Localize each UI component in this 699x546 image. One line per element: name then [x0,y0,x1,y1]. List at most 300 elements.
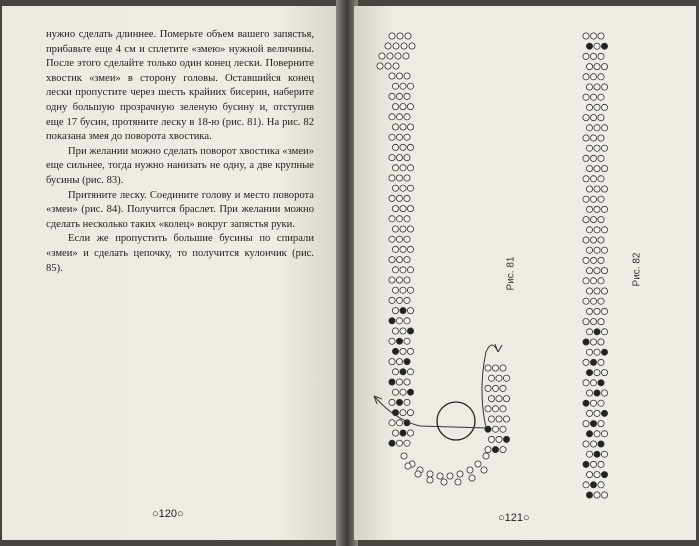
bead-icon [389,359,395,365]
bead-icon [594,104,600,110]
bead-icon [601,308,607,314]
bead-icon [401,453,407,459]
bead-icon [407,246,413,252]
bead-icon [389,420,395,426]
bead-icon [401,43,407,49]
bead-icon [396,134,402,140]
bead-icon [590,196,596,202]
page-ornament-icon: ○ [177,508,184,520]
bead-icon [598,94,604,100]
bead-icon [379,53,385,59]
bead-icon [392,144,398,150]
bead-icon [404,155,410,161]
bead-icon [392,104,398,110]
bead-icon [396,399,402,405]
bead-icon [396,440,402,446]
bead-icon [583,461,589,467]
bead-icon [404,277,410,283]
bead-icon [594,431,600,437]
bead-icon [389,195,395,201]
bead-icon [400,144,406,150]
bead-icon [404,114,410,120]
bead-icon [389,33,395,39]
bead-icon [404,175,410,181]
bead-icon [400,226,406,232]
bead-icon [409,43,415,49]
bead-icon [586,308,592,314]
bead-icon [583,482,589,488]
bead-icon [594,145,600,151]
bead-icon [583,135,589,141]
bead-icon [396,338,402,344]
bead-icon [427,471,433,477]
bead-icon [377,63,383,69]
bead-icon [601,431,607,437]
bead-icon [407,124,413,130]
bead-icon [396,297,402,303]
bead-icon [496,375,502,381]
bead-icon [396,93,402,99]
paragraph-3: Притяните леску. Соедините голову и место поворота «змеи» (рис. 84). Получится браслет. При желании можно сделать несколько таких «колец» вокруг запястья руки. [46,189,314,230]
bead-icon [407,185,413,191]
bead-icon [437,473,443,479]
bead-icon [404,338,410,344]
bead-icon [396,277,402,283]
bead-icon [598,380,604,386]
bead-icon [407,369,413,375]
bead-icon [404,379,410,385]
bead-icon [403,53,409,59]
bead-icon [500,365,506,371]
bead-icon [396,379,402,385]
bead-icon [405,33,411,39]
paragraph-2: При желании можно сделать поворот хвостика «змеи» еще сильнее, тогда нужно нанизать не одну, а две крупные бусины (рис. 83). [46,145,314,186]
page-ornament-icon: ○ [152,508,159,520]
bead-icon [583,441,589,447]
bead-icon [503,396,509,402]
bead-icon [485,406,491,412]
bead-icon [601,451,607,457]
bead-icon [598,319,604,325]
bead-icon [590,115,596,121]
figure-82-bead-diagram [583,33,608,498]
bead-icon [590,155,596,161]
bead-icon [396,257,402,263]
bead-icon [598,298,604,304]
bead-icon [396,236,402,242]
bead-icon [407,328,413,334]
bead-icon [496,396,502,402]
bead-icon [407,83,413,89]
bead-icon [400,308,406,314]
bead-icon [400,328,406,334]
bead-icon [447,473,453,479]
bead-icon [583,319,589,325]
bead-icon [594,370,600,376]
bead-icon [601,227,607,233]
bead-icon [590,339,596,345]
bead-icon [583,298,589,304]
bead-icon [594,43,600,49]
bead-icon [407,267,413,273]
bead-icon [404,440,410,446]
bead-icon [583,339,589,345]
bead-icon [405,463,411,469]
bead-icon [404,73,410,79]
left-page-number: ○120○ [152,508,184,520]
bead-icon [392,165,398,171]
bead-icon [389,134,395,140]
bead-icon [400,348,406,354]
bead-icon [583,237,589,243]
bead-icon [467,467,473,473]
bead-icon [583,359,589,365]
bead-icon [485,365,491,371]
bead-icon [389,216,395,222]
bead-icon [590,298,596,304]
bead-icon [586,431,592,437]
bead-icon [598,115,604,121]
bead-icon [594,451,600,457]
bead-icon [483,453,489,459]
bead-icon [583,155,589,161]
bead-icon [389,175,395,181]
bead-icon [594,84,600,90]
bead-icon [583,380,589,386]
bead-icon [586,247,592,253]
bead-icon [590,53,596,59]
bead-icon [481,467,487,473]
bead-icon [594,268,600,274]
bead-icon [601,84,607,90]
bead-icon [590,400,596,406]
bead-icon [583,176,589,182]
bead-icon [590,441,596,447]
bead-icon [492,447,498,453]
bead-icon [586,370,592,376]
bead-icon [404,359,410,365]
bead-icon [485,447,491,453]
bead-icon [594,410,600,416]
bead-icon [400,369,406,375]
bead-icon [488,375,494,381]
bead-icon [590,482,596,488]
bead-icon [590,278,596,284]
bead-icon [392,328,398,334]
bead-icon [404,195,410,201]
bead-icon [586,288,592,294]
bead-icon [598,278,604,284]
bead-icon [503,375,509,381]
bead-icon [590,359,596,365]
bead-icon [389,379,395,385]
bead-icon [594,206,600,212]
bead-icon [389,277,395,283]
bead-icon [601,125,607,131]
bead-icon [590,74,596,80]
bead-icon [392,226,398,232]
bead-icon [488,416,494,422]
bead-icon [586,268,592,274]
bead-icon [586,451,592,457]
bead-icon [594,186,600,192]
bead-icon [586,166,592,172]
bead-icon [598,400,604,406]
bead-icon [500,385,506,391]
bead-icon [488,436,494,442]
bead-icon [396,318,402,324]
bead-icon [389,338,395,344]
bead-icon [400,430,406,436]
bead-icon [396,216,402,222]
bead-icon [400,124,406,130]
bead-icon [598,339,604,345]
bead-icon [586,145,592,151]
bead-icon [598,421,604,427]
bead-icon [392,389,398,395]
bead-icon [400,246,406,252]
bead-icon [496,436,502,442]
bead-icon [389,257,395,263]
bead-icon [583,400,589,406]
bead-icon [407,410,413,416]
bead-icon [601,43,607,49]
bead-icon [392,430,398,436]
bead-icon [586,206,592,212]
bead-icon [400,287,406,293]
bead-icon [601,492,607,498]
page-ornament-icon: ○ [523,512,530,524]
bead-icon [583,74,589,80]
bead-icon [586,329,592,335]
bead-icon [586,227,592,233]
bead-icon [392,348,398,354]
bead-icon [404,236,410,242]
bead-icon [601,104,607,110]
bead-icon [396,73,402,79]
large-bead-icon [437,402,475,440]
bead-icon [594,125,600,131]
bead-icon [598,176,604,182]
bead-icon [601,206,607,212]
bead-icon [601,410,607,416]
bead-icon [441,479,447,485]
bead-icon [594,166,600,172]
bead-icon [598,196,604,202]
bead-icon [598,155,604,161]
bead-icon [598,74,604,80]
bead-icon [594,390,600,396]
bead-icon [469,475,475,481]
bead-icon [496,416,502,422]
bead-icon [601,390,607,396]
bead-icon [404,257,410,263]
bead-icon [590,33,596,39]
bead-icon [407,144,413,150]
bead-icon [492,406,498,412]
bead-icon [457,471,463,477]
figure-82-label: Рис. 82 [631,252,643,287]
bead-icon [400,104,406,110]
bead-icon [598,33,604,39]
bead-icon [389,318,395,324]
bead-icon [396,175,402,181]
bead-icon [586,186,592,192]
bead-icon [598,482,604,488]
bead-icon [389,155,395,161]
bead-icon [598,237,604,243]
bead-icon [586,64,592,70]
bead-icon [389,440,395,446]
bead-icon [389,297,395,303]
bead-icon [392,206,398,212]
bead-icon [590,380,596,386]
bead-icon [400,83,406,89]
bead-icon [594,492,600,498]
bead-icon [601,329,607,335]
arrow-head-icon [495,344,502,352]
bead-icon [503,416,509,422]
bead-icon [392,308,398,314]
bead-icon [488,396,494,402]
bead-icon [594,227,600,233]
bead-icon [492,385,498,391]
bead-icon [407,226,413,232]
bead-icon [415,471,421,477]
bead-icon [590,94,596,100]
bead-icon [598,461,604,467]
bead-icon [407,389,413,395]
figure-81-bead-diagram [377,33,510,485]
bead-icon [586,349,592,355]
bead-icon [404,93,410,99]
bead-icon [392,185,398,191]
bead-icon [392,369,398,375]
bead-icon [586,472,592,478]
bead-icon [396,420,402,426]
bead-icon [594,288,600,294]
paragraph-4: Если же пропустить большие бусины по спирали «змеи» и сделать цепочку, то получится кулончик (рис. 85). [46,233,314,274]
bead-icon [594,308,600,314]
bead-icon [601,64,607,70]
bead-icon [583,421,589,427]
bead-icon [594,329,600,335]
bead-icon [590,461,596,467]
bead-icon [396,155,402,161]
bead-icon [387,53,393,59]
bead-icon [389,93,395,99]
bead-icon [407,104,413,110]
bead-icon [583,94,589,100]
bead-icon [455,479,461,485]
bead-icon [583,196,589,202]
bead-icon [385,43,391,49]
bead-icon [400,185,406,191]
bead-icon [598,359,604,365]
bead-icon [396,359,402,365]
bead-icon [601,472,607,478]
bead-icon [601,349,607,355]
bead-icon [400,410,406,416]
bead-icon [586,43,592,49]
bead-icon [397,33,403,39]
bead-icon [590,176,596,182]
bead-icon [598,135,604,141]
bead-icon [594,472,600,478]
bead-icon [583,53,589,59]
bead-icon [392,246,398,252]
bead-icon [503,436,509,442]
bead-icon [583,257,589,263]
bead-icon [594,247,600,253]
bead-icon [601,247,607,253]
bead-icon [395,53,401,59]
bead-icon [583,115,589,121]
bead-icon [427,477,433,483]
bead-icon [400,389,406,395]
bead-icon [400,206,406,212]
bead-icon [404,216,410,222]
bead-icon [586,125,592,131]
bead-icon [583,278,589,284]
bead-icon [594,349,600,355]
bead-icon [492,426,498,432]
paragraph-1: нужно сделать длиннее. Померьте объем вашего запястья, прибавьте еще 4 см и сплетите «змею» нужной величины. После этого сделайте только один конец лески. Поверните хвостик «змеи» в сторону головы. Оставшийся конец лески пропустите через шесть крайних бисерин, наберите одну большую прозрачную зеленую бусину и, отступив еще 17 бусин, протяните леску в 18-ю (рис. 81). На рис. 82 показана змея до поворота хвостика. [46,29,314,143]
bead-icon [475,461,481,467]
figure-81-label: Рис. 81 [505,256,517,291]
bead-icon [407,430,413,436]
bead-icon [583,217,589,223]
bead-icon [400,267,406,273]
bead-icon [590,135,596,141]
bead-icon [400,165,406,171]
bead-icon [396,114,402,120]
bead-icon [492,365,498,371]
bead-icon [598,53,604,59]
bead-icon [601,268,607,274]
bead-icon [598,217,604,223]
bead-icon [590,217,596,223]
bead-icon [598,257,604,263]
right-page-number: ○121○ [498,512,530,524]
bead-icon [485,385,491,391]
bead-icon [392,267,398,273]
bead-icon [393,63,399,69]
page-ornament-icon: ○ [498,512,505,524]
bead-icon [586,492,592,498]
bead-icon [586,390,592,396]
bead-icon [385,63,391,69]
bead-icon [396,195,402,201]
bead-icon [586,410,592,416]
bead-icon [601,370,607,376]
bead-icon [590,237,596,243]
bead-icon [590,319,596,325]
bead-icon [500,406,506,412]
bead-icon [601,186,607,192]
bead-icon [392,287,398,293]
bead-icon [590,257,596,263]
bead-icon [598,441,604,447]
bead-icon [500,447,506,453]
bead-icon [404,297,410,303]
bead-icon [601,166,607,172]
bead-icon [586,84,592,90]
bead-icon [407,348,413,354]
bead-icon [601,288,607,294]
bead-icon [407,287,413,293]
bead-icon [389,114,395,120]
